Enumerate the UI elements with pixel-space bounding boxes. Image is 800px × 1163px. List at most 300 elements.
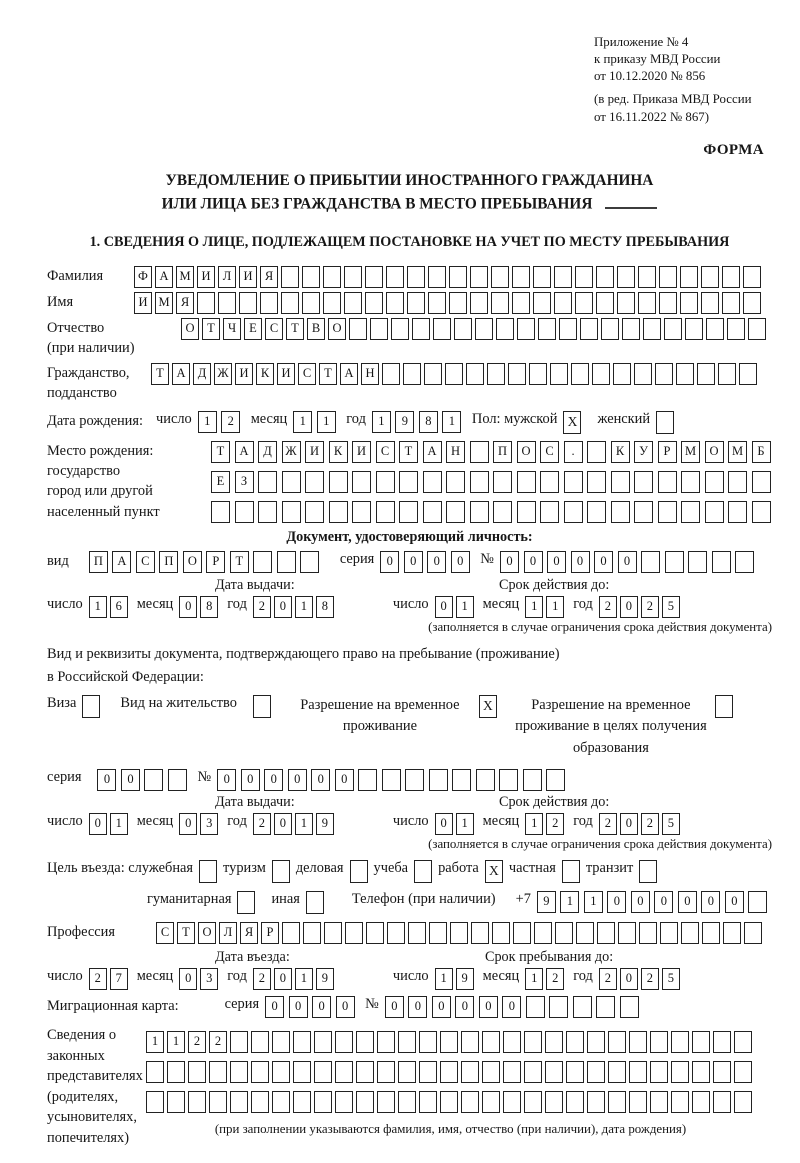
- char-cell[interactable]: 1: [525, 968, 543, 990]
- char-cell[interactable]: [305, 501, 324, 523]
- char-cell[interactable]: [300, 551, 319, 573]
- char-cell[interactable]: [377, 1061, 395, 1083]
- char-cell[interactable]: [376, 501, 395, 523]
- char-cell[interactable]: 0: [631, 891, 650, 913]
- char-cell[interactable]: [575, 266, 593, 288]
- char-cell[interactable]: [440, 1031, 458, 1053]
- char-cell[interactable]: [655, 363, 673, 385]
- char-cell[interactable]: [587, 441, 606, 463]
- char-cell[interactable]: [722, 292, 740, 314]
- char-cell[interactable]: Т: [319, 363, 337, 385]
- char-cell[interactable]: [587, 1091, 605, 1113]
- char-cell[interactable]: [493, 471, 512, 493]
- char-cell[interactable]: 0: [385, 996, 404, 1018]
- char-cell[interactable]: О: [198, 922, 216, 944]
- char-cell[interactable]: [681, 501, 700, 523]
- char-cell[interactable]: Ж: [214, 363, 232, 385]
- char-cell[interactable]: [450, 922, 468, 944]
- char-cell[interactable]: [697, 363, 715, 385]
- char-cell[interactable]: [454, 318, 472, 340]
- char-cell[interactable]: [634, 501, 653, 523]
- char-cell[interactable]: [412, 318, 430, 340]
- char-cell[interactable]: [403, 363, 421, 385]
- char-cell[interactable]: [167, 1061, 185, 1083]
- char-cell[interactable]: [470, 266, 488, 288]
- char-cell[interactable]: [587, 501, 606, 523]
- char-cell[interactable]: Е: [211, 471, 230, 493]
- char-cell[interactable]: Т: [399, 441, 418, 463]
- char-cell[interactable]: 0: [274, 813, 292, 835]
- char-cell[interactable]: [517, 501, 536, 523]
- char-cell[interactable]: 2: [221, 411, 240, 433]
- char-cell[interactable]: [692, 1061, 710, 1083]
- char-cell[interactable]: 7: [110, 968, 128, 990]
- char-cell[interactable]: [293, 1061, 311, 1083]
- char-cell[interactable]: [680, 292, 698, 314]
- char-cell[interactable]: [734, 1061, 752, 1083]
- char-cell[interactable]: [634, 363, 652, 385]
- char-cell[interactable]: [377, 1091, 395, 1113]
- char-cell[interactable]: [705, 501, 724, 523]
- char-cell[interactable]: [386, 292, 404, 314]
- char-cell[interactable]: 1: [293, 411, 312, 433]
- char-cell[interactable]: С: [156, 922, 174, 944]
- char-cell[interactable]: [492, 922, 510, 944]
- char-cell[interactable]: [620, 996, 639, 1018]
- char-cell[interactable]: О: [328, 318, 346, 340]
- char-cell[interactable]: [650, 1061, 668, 1083]
- char-cell[interactable]: О: [181, 318, 199, 340]
- char-cell[interactable]: 1: [295, 596, 313, 618]
- char-cell[interactable]: [440, 1061, 458, 1083]
- char-cell[interactable]: [428, 292, 446, 314]
- char-cell[interactable]: 0: [618, 551, 637, 573]
- char-cell[interactable]: Л: [219, 922, 237, 944]
- char-cell[interactable]: 0: [408, 996, 427, 1018]
- char-cell[interactable]: [366, 922, 384, 944]
- char-cell[interactable]: 2: [253, 968, 271, 990]
- char-cell[interactable]: [529, 363, 547, 385]
- char-cell[interactable]: 0: [312, 996, 331, 1018]
- char-cell[interactable]: [681, 922, 699, 944]
- checkbox-purpose-tourism[interactable]: [272, 860, 290, 883]
- char-cell[interactable]: [230, 1091, 248, 1113]
- char-cell[interactable]: 1: [442, 411, 461, 433]
- char-cell[interactable]: [692, 1091, 710, 1113]
- char-cell[interactable]: [533, 266, 551, 288]
- char-cell[interactable]: 1: [295, 968, 313, 990]
- char-cell[interactable]: [382, 363, 400, 385]
- char-cell[interactable]: [230, 1031, 248, 1053]
- char-cell[interactable]: [705, 471, 724, 493]
- char-cell[interactable]: [452, 769, 471, 791]
- char-cell[interactable]: З: [235, 471, 254, 493]
- char-cell[interactable]: 1: [525, 596, 543, 618]
- char-cell[interactable]: [597, 922, 615, 944]
- char-cell[interactable]: [365, 266, 383, 288]
- char-cell[interactable]: 1: [560, 891, 579, 913]
- char-cell[interactable]: 1: [317, 411, 336, 433]
- checkbox-purpose-transit[interactable]: [639, 860, 657, 883]
- char-cell[interactable]: 2: [641, 596, 659, 618]
- char-cell[interactable]: [356, 1091, 374, 1113]
- char-cell[interactable]: 0: [725, 891, 744, 913]
- char-cell[interactable]: [211, 501, 230, 523]
- char-cell[interactable]: [471, 922, 489, 944]
- char-cell[interactable]: 1: [146, 1031, 164, 1053]
- char-cell[interactable]: Р: [658, 441, 677, 463]
- char-cell[interactable]: 1: [198, 411, 217, 433]
- char-cell[interactable]: 2: [546, 813, 564, 835]
- char-cell[interactable]: [608, 1061, 626, 1083]
- char-cell[interactable]: [499, 769, 518, 791]
- char-cell[interactable]: [303, 922, 321, 944]
- char-cell[interactable]: [386, 266, 404, 288]
- char-cell[interactable]: [734, 1031, 752, 1053]
- char-cell[interactable]: Ж: [282, 441, 301, 463]
- char-cell[interactable]: [650, 1091, 668, 1113]
- char-cell[interactable]: [407, 292, 425, 314]
- char-cell[interactable]: [323, 292, 341, 314]
- char-cell[interactable]: С: [136, 551, 155, 573]
- char-cell[interactable]: 0: [435, 813, 453, 835]
- char-cell[interactable]: [218, 292, 236, 314]
- char-cell[interactable]: М: [681, 441, 700, 463]
- char-cell[interactable]: 1: [167, 1031, 185, 1053]
- char-cell[interactable]: 0: [432, 996, 451, 1018]
- char-cell[interactable]: 0: [179, 596, 197, 618]
- char-cell[interactable]: [281, 292, 299, 314]
- char-cell[interactable]: Я: [260, 266, 278, 288]
- char-cell[interactable]: [545, 1061, 563, 1083]
- char-cell[interactable]: [508, 363, 526, 385]
- char-cell[interactable]: [423, 471, 442, 493]
- char-cell[interactable]: [629, 1031, 647, 1053]
- char-cell[interactable]: 0: [678, 891, 697, 913]
- char-cell[interactable]: [399, 501, 418, 523]
- char-cell[interactable]: 0: [654, 891, 673, 913]
- char-cell[interactable]: [743, 292, 761, 314]
- char-cell[interactable]: И: [134, 292, 152, 314]
- char-cell[interactable]: [533, 292, 551, 314]
- char-cell[interactable]: [545, 1031, 563, 1053]
- char-cell[interactable]: 0: [179, 813, 197, 835]
- char-cell[interactable]: [566, 1061, 584, 1083]
- char-cell[interactable]: 2: [89, 968, 107, 990]
- char-cell[interactable]: Т: [230, 551, 249, 573]
- char-cell[interactable]: [461, 1031, 479, 1053]
- char-cell[interactable]: [470, 292, 488, 314]
- char-cell[interactable]: П: [159, 551, 178, 573]
- char-cell[interactable]: [476, 769, 495, 791]
- char-cell[interactable]: 0: [335, 769, 354, 791]
- char-cell[interactable]: 8: [316, 596, 334, 618]
- char-cell[interactable]: [566, 1091, 584, 1113]
- char-cell[interactable]: [587, 1031, 605, 1053]
- checkbox-purpose-other[interactable]: [306, 891, 324, 914]
- char-cell[interactable]: [617, 292, 635, 314]
- char-cell[interactable]: 0: [289, 996, 308, 1018]
- char-cell[interactable]: [461, 1091, 479, 1113]
- char-cell[interactable]: [728, 501, 747, 523]
- char-cell[interactable]: 0: [265, 996, 284, 1018]
- char-cell[interactable]: 0: [451, 551, 470, 573]
- char-cell[interactable]: [344, 266, 362, 288]
- char-cell[interactable]: [258, 501, 277, 523]
- char-cell[interactable]: 0: [524, 551, 543, 573]
- char-cell[interactable]: [253, 551, 272, 573]
- char-cell[interactable]: [482, 1031, 500, 1053]
- char-cell[interactable]: [329, 501, 348, 523]
- char-cell[interactable]: [235, 501, 254, 523]
- char-cell[interactable]: 5: [662, 813, 680, 835]
- char-cell[interactable]: [260, 292, 278, 314]
- char-cell[interactable]: [352, 501, 371, 523]
- char-cell[interactable]: 0: [500, 551, 519, 573]
- char-cell[interactable]: 2: [253, 596, 271, 618]
- checkbox-purpose-business[interactable]: [350, 860, 368, 883]
- char-cell[interactable]: [482, 1061, 500, 1083]
- char-cell[interactable]: Т: [151, 363, 169, 385]
- char-cell[interactable]: 2: [599, 968, 617, 990]
- char-cell[interactable]: [596, 996, 615, 1018]
- char-cell[interactable]: [188, 1061, 206, 1083]
- char-cell[interactable]: [576, 922, 594, 944]
- char-cell[interactable]: [470, 501, 489, 523]
- char-cell[interactable]: И: [197, 266, 215, 288]
- char-cell[interactable]: М: [176, 266, 194, 288]
- char-cell[interactable]: [685, 318, 703, 340]
- char-cell[interactable]: [239, 292, 257, 314]
- char-cell[interactable]: [524, 1031, 542, 1053]
- char-cell[interactable]: [324, 922, 342, 944]
- char-cell[interactable]: [335, 1091, 353, 1113]
- char-cell[interactable]: [377, 1031, 395, 1053]
- char-cell[interactable]: [712, 551, 731, 573]
- char-cell[interactable]: А: [172, 363, 190, 385]
- char-cell[interactable]: [335, 1061, 353, 1083]
- char-cell[interactable]: [735, 551, 754, 573]
- char-cell[interactable]: [734, 1091, 752, 1113]
- char-cell[interactable]: [493, 501, 512, 523]
- char-cell[interactable]: [146, 1061, 164, 1083]
- char-cell[interactable]: [144, 769, 163, 791]
- char-cell[interactable]: [592, 363, 610, 385]
- char-cell[interactable]: [376, 471, 395, 493]
- checkbox-male[interactable]: X: [563, 411, 581, 434]
- char-cell[interactable]: [713, 1091, 731, 1113]
- char-cell[interactable]: [167, 1091, 185, 1113]
- char-cell[interactable]: [356, 1061, 374, 1083]
- char-cell[interactable]: С: [376, 441, 395, 463]
- char-cell[interactable]: О: [705, 441, 724, 463]
- char-cell[interactable]: К: [256, 363, 274, 385]
- char-cell[interactable]: С: [265, 318, 283, 340]
- char-cell[interactable]: С: [540, 441, 559, 463]
- char-cell[interactable]: [399, 471, 418, 493]
- char-cell[interactable]: [398, 1091, 416, 1113]
- char-cell[interactable]: 1: [525, 813, 543, 835]
- checkbox-purpose-humanitarian[interactable]: [237, 891, 255, 914]
- char-cell[interactable]: 1: [435, 968, 453, 990]
- char-cell[interactable]: [524, 1091, 542, 1113]
- char-cell[interactable]: Я: [176, 292, 194, 314]
- char-cell[interactable]: Л: [218, 266, 236, 288]
- char-cell[interactable]: П: [89, 551, 108, 573]
- char-cell[interactable]: 0: [336, 996, 355, 1018]
- char-cell[interactable]: У: [634, 441, 653, 463]
- char-cell[interactable]: [470, 471, 489, 493]
- char-cell[interactable]: 6: [110, 596, 128, 618]
- char-cell[interactable]: [419, 1031, 437, 1053]
- char-cell[interactable]: [382, 769, 401, 791]
- char-cell[interactable]: 0: [274, 968, 292, 990]
- char-cell[interactable]: [398, 1061, 416, 1083]
- char-cell[interactable]: [391, 318, 409, 340]
- char-cell[interactable]: [323, 266, 341, 288]
- char-cell[interactable]: [752, 501, 771, 523]
- char-cell[interactable]: 5: [662, 968, 680, 990]
- char-cell[interactable]: 1: [372, 411, 391, 433]
- char-cell[interactable]: 2: [188, 1031, 206, 1053]
- char-cell[interactable]: [727, 318, 745, 340]
- char-cell[interactable]: Я: [240, 922, 258, 944]
- char-cell[interactable]: [358, 769, 377, 791]
- char-cell[interactable]: [407, 266, 425, 288]
- char-cell[interactable]: [517, 471, 536, 493]
- char-cell[interactable]: [344, 292, 362, 314]
- char-cell[interactable]: Д: [258, 441, 277, 463]
- char-cell[interactable]: Т: [211, 441, 230, 463]
- char-cell[interactable]: [660, 922, 678, 944]
- char-cell[interactable]: [272, 1091, 290, 1113]
- char-cell[interactable]: [664, 318, 682, 340]
- char-cell[interactable]: 9: [316, 968, 334, 990]
- char-cell[interactable]: [680, 266, 698, 288]
- char-cell[interactable]: [748, 891, 767, 913]
- char-cell[interactable]: [370, 318, 388, 340]
- char-cell[interactable]: [566, 1031, 584, 1053]
- checkbox-temp-residence-edu[interactable]: [715, 695, 733, 718]
- char-cell[interactable]: [503, 1091, 521, 1113]
- char-cell[interactable]: 0: [607, 891, 626, 913]
- char-cell[interactable]: 9: [395, 411, 414, 433]
- char-cell[interactable]: 2: [641, 968, 659, 990]
- checkbox-purpose-private[interactable]: [562, 860, 580, 883]
- char-cell[interactable]: 0: [594, 551, 613, 573]
- char-cell[interactable]: [446, 501, 465, 523]
- char-cell[interactable]: [608, 1031, 626, 1053]
- char-cell[interactable]: [564, 471, 583, 493]
- char-cell[interactable]: [665, 551, 684, 573]
- char-cell[interactable]: [643, 318, 661, 340]
- char-cell[interactable]: 0: [502, 996, 521, 1018]
- char-cell[interactable]: [713, 1061, 731, 1083]
- char-cell[interactable]: [209, 1061, 227, 1083]
- char-cell[interactable]: 2: [209, 1031, 227, 1053]
- char-cell[interactable]: 0: [435, 596, 453, 618]
- char-cell[interactable]: [512, 292, 530, 314]
- char-cell[interactable]: [251, 1091, 269, 1113]
- checkbox-temp-residence[interactable]: X: [479, 695, 497, 718]
- char-cell[interactable]: 9: [316, 813, 334, 835]
- char-cell[interactable]: [534, 922, 552, 944]
- char-cell[interactable]: [470, 441, 489, 463]
- char-cell[interactable]: [349, 318, 367, 340]
- char-cell[interactable]: 1: [546, 596, 564, 618]
- char-cell[interactable]: [743, 266, 761, 288]
- char-cell[interactable]: [433, 318, 451, 340]
- char-cell[interactable]: И: [235, 363, 253, 385]
- char-cell[interactable]: А: [155, 266, 173, 288]
- char-cell[interactable]: [713, 1031, 731, 1053]
- char-cell[interactable]: 1: [456, 596, 474, 618]
- char-cell[interactable]: [639, 922, 657, 944]
- char-cell[interactable]: [305, 471, 324, 493]
- char-cell[interactable]: [387, 922, 405, 944]
- char-cell[interactable]: [188, 1091, 206, 1113]
- char-cell[interactable]: 3: [200, 968, 218, 990]
- char-cell[interactable]: [555, 922, 573, 944]
- char-cell[interactable]: [638, 266, 656, 288]
- char-cell[interactable]: Б: [752, 441, 771, 463]
- char-cell[interactable]: [702, 922, 720, 944]
- char-cell[interactable]: [540, 501, 559, 523]
- char-cell[interactable]: П: [493, 441, 512, 463]
- char-cell[interactable]: 0: [547, 551, 566, 573]
- char-cell[interactable]: Т: [202, 318, 220, 340]
- char-cell[interactable]: 0: [217, 769, 236, 791]
- char-cell[interactable]: 0: [241, 769, 260, 791]
- char-cell[interactable]: [277, 551, 296, 573]
- char-cell[interactable]: 8: [419, 411, 438, 433]
- char-cell[interactable]: [744, 922, 762, 944]
- char-cell[interactable]: [587, 1061, 605, 1083]
- char-cell[interactable]: [611, 471, 630, 493]
- char-cell[interactable]: [650, 1031, 668, 1053]
- char-cell[interactable]: [440, 1091, 458, 1113]
- char-cell[interactable]: [580, 318, 598, 340]
- char-cell[interactable]: 2: [599, 596, 617, 618]
- char-cell[interactable]: 2: [546, 968, 564, 990]
- char-cell[interactable]: [692, 1031, 710, 1053]
- char-cell[interactable]: [596, 266, 614, 288]
- checkbox-residence-permit[interactable]: [253, 695, 271, 718]
- char-cell[interactable]: [503, 1061, 521, 1083]
- char-cell[interactable]: [281, 266, 299, 288]
- char-cell[interactable]: [428, 266, 446, 288]
- char-cell[interactable]: [739, 363, 757, 385]
- char-cell[interactable]: 0: [620, 596, 638, 618]
- char-cell[interactable]: [445, 363, 463, 385]
- char-cell[interactable]: [419, 1091, 437, 1113]
- char-cell[interactable]: 2: [599, 813, 617, 835]
- char-cell[interactable]: [168, 769, 187, 791]
- char-cell[interactable]: [314, 1061, 332, 1083]
- char-cell[interactable]: 0: [97, 769, 116, 791]
- char-cell[interactable]: В: [307, 318, 325, 340]
- char-cell[interactable]: [487, 363, 505, 385]
- char-cell[interactable]: [659, 266, 677, 288]
- char-cell[interactable]: Ф: [134, 266, 152, 288]
- char-cell[interactable]: А: [340, 363, 358, 385]
- char-cell[interactable]: [634, 471, 653, 493]
- char-cell[interactable]: [722, 266, 740, 288]
- char-cell[interactable]: [701, 266, 719, 288]
- char-cell[interactable]: [197, 292, 215, 314]
- char-cell[interactable]: [503, 1031, 521, 1053]
- char-cell[interactable]: М: [728, 441, 747, 463]
